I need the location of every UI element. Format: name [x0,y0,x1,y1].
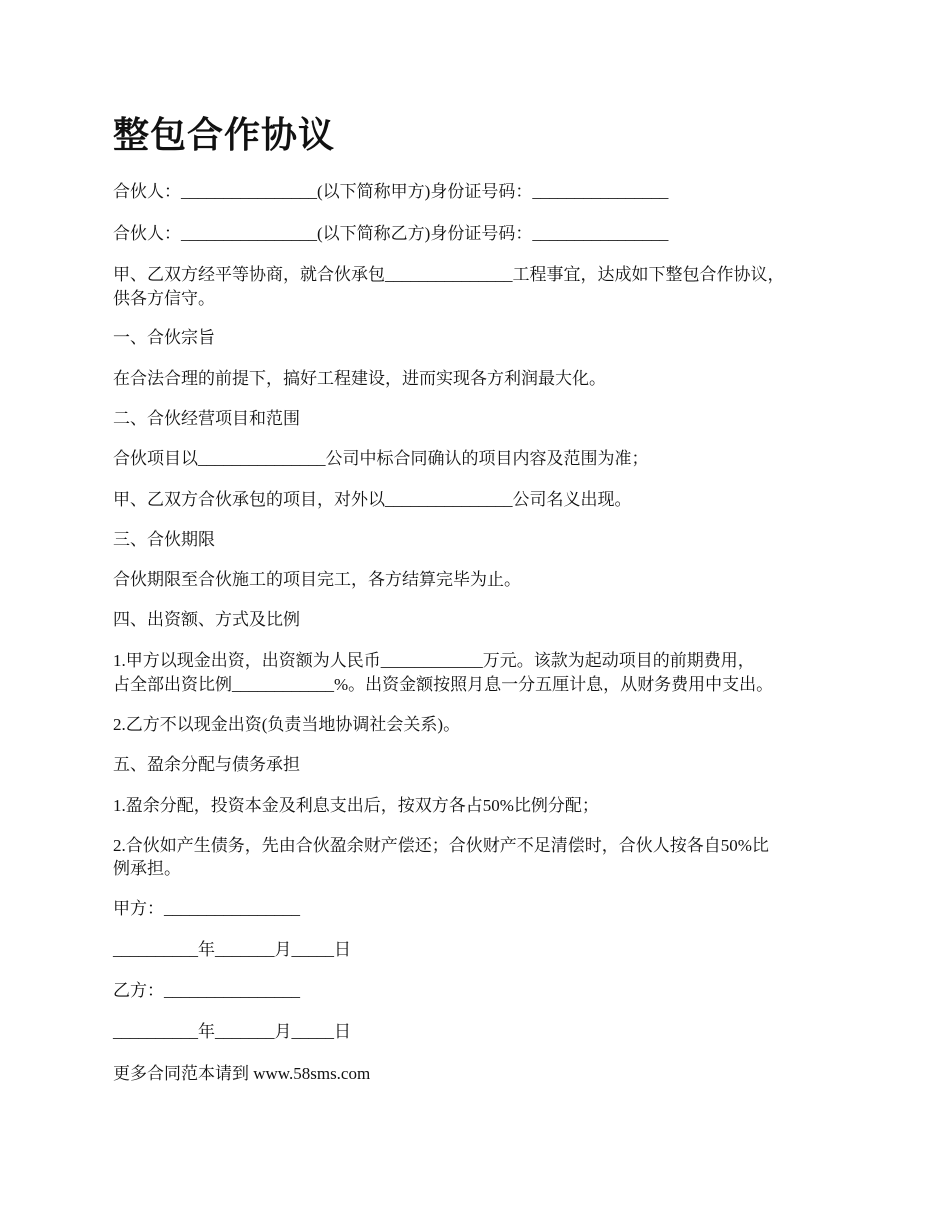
profit-clause-2-line-2: 例承担。 [113,859,181,878]
section-heading-scope: 二、合伙经营项目和范围 [113,409,300,428]
party-a-signature: 甲方：________________ [113,899,300,918]
section-heading-profit: 五、盈余分配与债务承担 [113,755,300,774]
section-heading-capital: 四、出资额、方式及比例 [113,610,300,629]
preamble-line-2: 供各方信守。 [113,289,215,308]
section-heading-purpose: 一、合伙宗旨 [113,328,215,347]
document-title: 整包合作协议 [113,115,336,156]
capital-clause-1-line-1: 1.甲方以现金出资，出资额为人民币____________万元。该款为起动项目的前期费用， [113,651,755,670]
preamble-line-1: 甲、乙双方经平等协商，就合伙承包_______________工程事宜，达成如下整包合作协议， [113,265,785,284]
purpose-text: 在合法合理的前提下，搞好工程建设，进而实现各方利润最大化。 [113,369,606,388]
capital-clause-1-line-2: 占全部出资比例____________%。出资金额按照月息一分五厘计息，从财务费用中支出。 [113,675,774,694]
scope-text-1: 合伙项目以_______________公司中标合同确认的项目内容及范围为准； [113,449,649,468]
footer-link-text: 更多合同范本请到 www.58sms.com [113,1064,371,1083]
partner-b-line: 合伙人：________________(以下简称乙方)身份证号码：________________ [113,224,669,243]
partner-a-line: 合伙人：________________(以下简称甲方)身份证号码：________________ [113,182,669,201]
party-b-signature: 乙方：________________ [113,981,300,1000]
profit-clause-1: 1.盈余分配，投资本金及利息支出后，按双方各占50%比例分配； [113,796,599,815]
scope-text-2: 甲、乙双方合伙承包的项目，对外以_______________公司名义出现。 [113,490,632,509]
section-heading-term: 三、合伙期限 [113,530,215,549]
party-b-date: __________年_______月_____日 [113,1022,351,1041]
capital-clause-2: 2.乙方不以现金出资(负责当地协调社会关系)。 [113,715,461,734]
profit-clause-2-line-1: 2.合伙如产生债务，先由合伙盈余财产偿还；合伙财产不足清偿时，合伙人按各自50%比 [113,836,769,855]
term-text: 合伙期限至合伙施工的项目完工，各方结算完毕为止。 [113,570,521,589]
party-a-date: __________年_______月_____日 [113,940,351,959]
